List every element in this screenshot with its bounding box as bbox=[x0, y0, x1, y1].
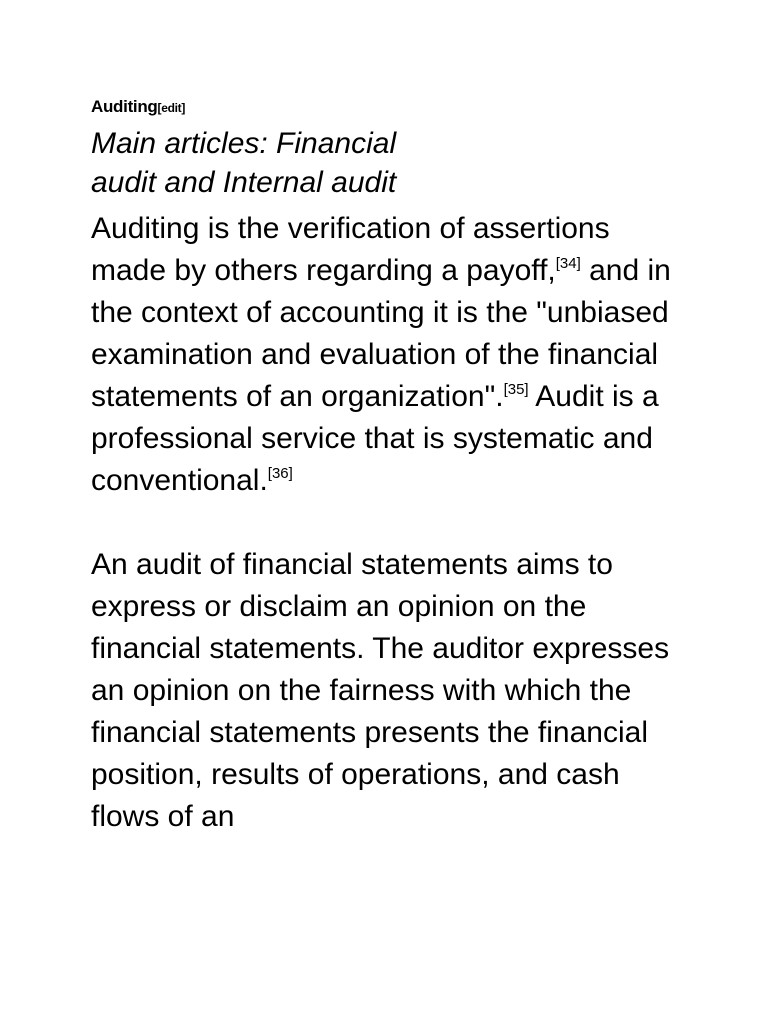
paragraph-auditing-definition bbox=[91, 208, 681, 502]
edit-link[interactable]: [edit] bbox=[157, 101, 186, 115]
hatnote-line-1: Main articles: Financial bbox=[91, 127, 397, 160]
citation-ref-34[interactable]: [34] bbox=[555, 255, 581, 272]
paragraph-text: Audit is a professional service that is systematic and conventional. bbox=[91, 380, 659, 497]
paragraph-text: Auditing is the verification of assertions made by others regarding a payoff, bbox=[91, 212, 610, 287]
section-heading bbox=[91, 96, 691, 119]
citation-ref-36[interactable]: [36] bbox=[267, 465, 293, 482]
article-content bbox=[91, 96, 691, 838]
section-title: Auditing bbox=[91, 97, 158, 116]
paragraph-financial-audit: An audit of financial statements aims to express or disclaim an opinion on the financial statements. The auditor expresses an opinion on the fairness with which the financial statements presents the financial position, results of operations, and cash flows of an bbox=[91, 548, 670, 833]
hatnote-line-2: audit and Internal audit bbox=[91, 166, 397, 199]
paragraph-text: and in the context of accounting it is the "unbiased examination and evaluation of the financial statements of an organization". bbox=[91, 254, 671, 413]
main-articles-hatnote bbox=[91, 124, 491, 202]
citation-ref-35[interactable]: [35] bbox=[503, 381, 529, 398]
